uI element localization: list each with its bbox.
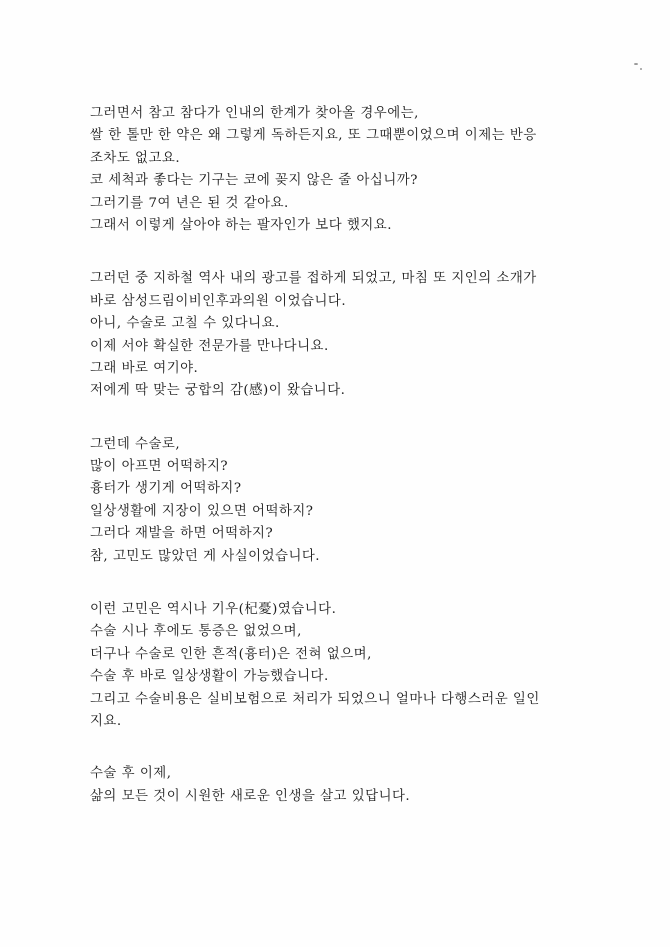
paragraph-1	[90, 103, 630, 237]
paragraph-3	[90, 434, 630, 568]
paragraph-4	[90, 599, 630, 733]
text-line: 수술 시나 후에도 통증은 없었으며,	[90, 624, 302, 640]
text-line: 그러기를 7여 년은 된 것 같아요.	[90, 195, 289, 211]
text-line: 그래서 이렇게 살아야 하는 팔자인가 보다 했지요.	[90, 217, 393, 233]
text-line: 그러면서 참고 참다가 인내의 한계가 찾아올 경우에는,	[90, 106, 419, 121]
text-line: 조차도 없고요.	[90, 150, 181, 166]
paragraph-2	[90, 268, 630, 402]
paragraph-5	[90, 763, 630, 808]
text-line: 지요.	[90, 713, 122, 729]
text-line: 아니, 수술로 고칠 수 있다니요.	[90, 316, 280, 332]
paragraph-spacer	[90, 568, 630, 599]
text-line: 많이 아프면 어떡하지?	[90, 459, 229, 475]
text-line: 일상생활에 지장이 있으면 어떡하지?	[90, 503, 314, 519]
text-line: 그러다 재발을 하면 어떡하지?	[90, 526, 274, 542]
text-line: 저에게 딱 맞는 궁합의 감(感)이 왔습니다.	[90, 383, 346, 399]
text-line: 코 세척과 좋다는 기구는 코에 꽂지 않은 줄 아십니까?	[90, 173, 418, 189]
text-line: 흉터가 생기게 어떡하지?	[90, 481, 242, 497]
text-line: 쌀 한 톨만 한 약은 왜 그렇게 독하든지요, 또 그때뿐이었으며 이제는 반응	[90, 128, 537, 144]
text-line: 수술 후 이제,	[90, 766, 172, 782]
paragraph-spacer	[90, 237, 630, 268]
text-line: 그러던 중 지하철 역사 내의 광고를 접하게 되었고, 마침 또 지인의 소개가	[90, 271, 537, 287]
paragraph-spacer	[90, 733, 630, 763]
text-line: 그런데 수술로,	[90, 436, 181, 452]
text-line: 그리고 수술비용은 실비보험으로 처리가 되었으니 얼마나 다행스러운 일인	[90, 691, 540, 707]
text-line: 이제 서야 확실한 전문가를 만나다니요.	[90, 338, 329, 354]
text-line: 삶의 모든 것이 시원한 새로운 인생을 살고 있답니다.	[90, 788, 411, 804]
letter-body	[90, 103, 630, 808]
text-line: 참, 고민도 많았던 게 사실이었습니다.	[90, 548, 321, 564]
text-line: 바로 삼성드림이비인후과의원 이었습니다.	[90, 293, 347, 309]
paragraph-spacer	[90, 403, 630, 434]
text-line: 그래 바로 여기야.	[90, 360, 199, 376]
scan-speck-mark	[640, 68, 642, 70]
text-line: 더구나 수술로 인한 흔적(흉터)은 전혀 없으며,	[90, 646, 372, 662]
text-line: 수술 후 바로 일상생활이 가능했습니다.	[90, 669, 329, 685]
text-line: 이런 고민은 역시나 기우(杞憂)였습니다.	[90, 602, 337, 618]
scan-speck-mark	[634, 63, 638, 65]
